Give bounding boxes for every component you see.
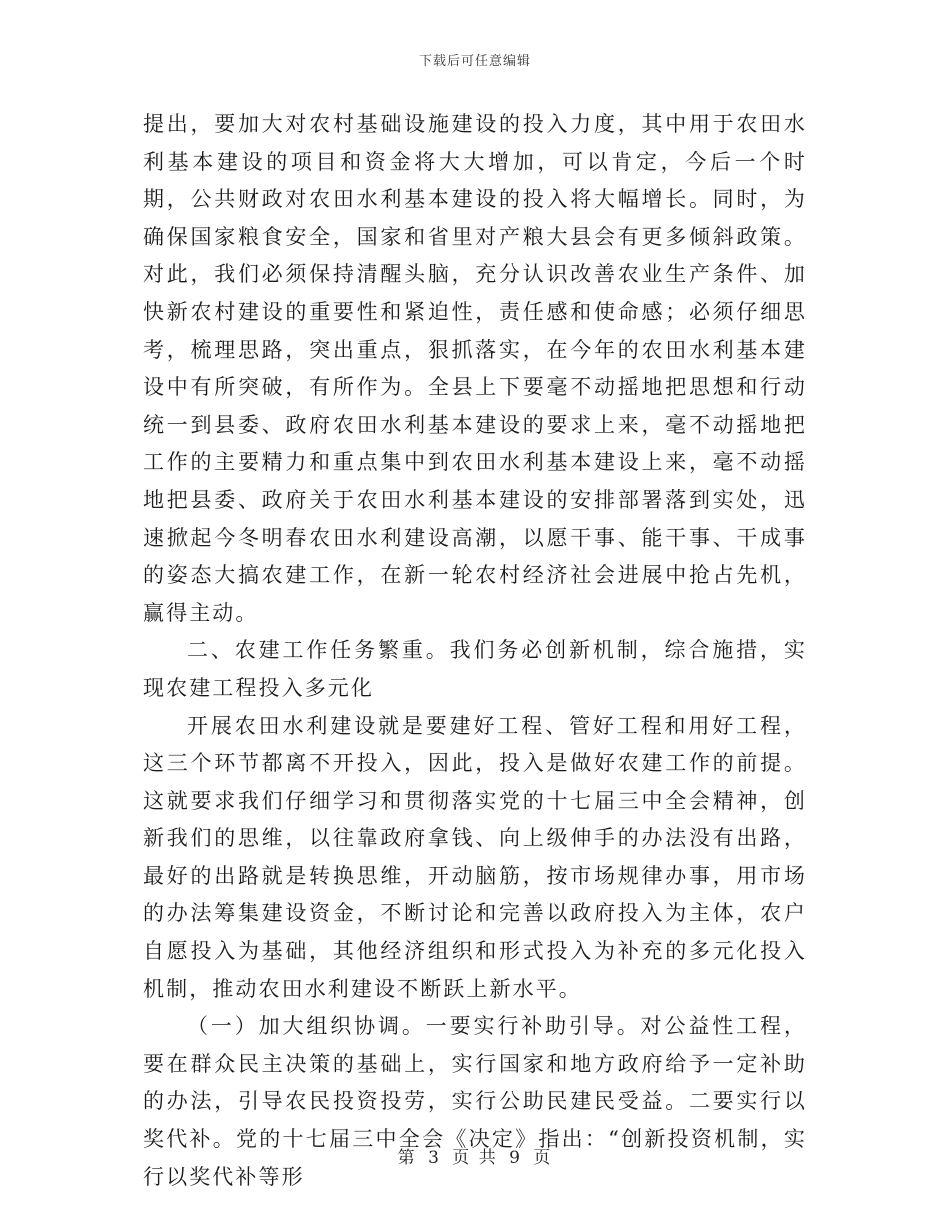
page-footer xyxy=(0,1143,950,1168)
footer-page-number: 3 xyxy=(428,1148,441,1168)
footer-total-pages: 9 xyxy=(509,1148,522,1168)
footer-prefix: 第 xyxy=(397,1148,417,1168)
document-body xyxy=(143,106,807,1196)
paragraph-4: （一）加大组织协调。一要实行补助引导。对公益性工程，要在群众民主决策的基础上，实行国家和地方政府给予一定补助的办法，引导农民投资投劳，实行公助民建民受益。二要实行以奖代补。党的十七届三中全会《决定》指出：“创新投资机制，实行以奖代补等形 xyxy=(143,1014,807,1189)
footer-suffix: 页 xyxy=(533,1148,553,1168)
paragraph-2-section-heading: 二、农建工作任务繁重。我们务必创新机制，综合施措，实现农建工程投入多元化 xyxy=(143,638,807,700)
page-header-note: 下载后可任意编辑 xyxy=(418,54,531,69)
paragraph-1: 提出，要加大对农村基础设施建设的投入力度，其中用于农田水利基本建设的项目和资金将大大增加，可以肯定，今后一个时期，公共财政对农田水利基本建设的投入将大幅增长。同时，为确保国家粮食安全，国家和省里对产粮大县会有更多倾斜政策。对此，我们必须保持清醒头脑，充分认识改善农业生产条件、加快新农村建设的重要性和紧迫性，责任感和使命感；必须仔细思考，梳理思路，突出重点，狠抓落实，在今年的农田水利基本建设中有所突破，有所作为。全县上下要毫不动摇地把思想和行动统一到县委、政府农田水利基本建设的要求上来，毫不动摇地把工作的主要精力和重点集中到农田水利基本建设上来，毫不动摇地把县委、政府关于农田水利基本建设的安排部署落到实处，迅速掀起今冬明春农田水利建设高潮，以愿干事、能干事、干成事的姿态大搞农建工作，在新一轮农村经济社会进展中抢占先机，赢得主动。 xyxy=(143,112,807,625)
paragraph-3: 开展农田水利建设就是要建好工程、管好工程和用好工程，这三个环节都离不开投入，因此，投入是做好农建工作的前提。这就要求我们仔细学习和贯彻落实党的十七届三中全会精神，创新我们的思维，以往靠政府拿钱、向上级伸手的办法没有出路，最好的出路就是转换思维，开动脑筋，按市场规律办事，用市场的办法筹集建设资金，不断讨论和完善以政府投入为主体，农户自愿投入为基础，其他经济组织和形式投入为补充的多元化投入机制，推动农田水利建设不断跃上新水平。 xyxy=(143,713,807,1001)
footer-middle: 页 共 xyxy=(452,1148,498,1168)
